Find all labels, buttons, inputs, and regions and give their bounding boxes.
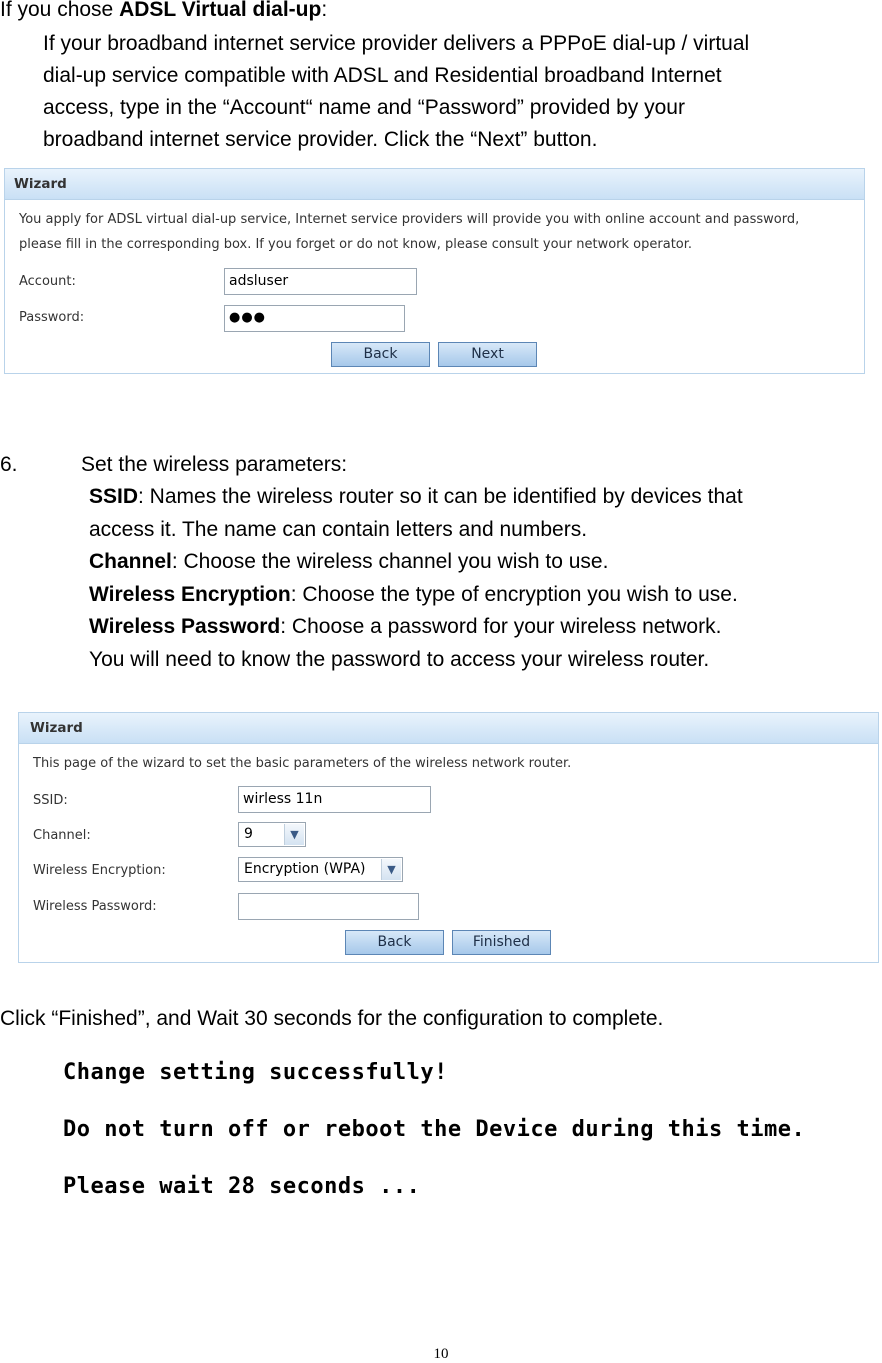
console-wait-message: Please wait 28 seconds ... <box>63 1174 421 1199</box>
channel-text: : Choose the wireless channel you wish to use. <box>171 550 609 573</box>
step-heading: Set the wireless parameters: <box>81 453 348 476</box>
account-field[interactable]: adsluser <box>224 268 417 295</box>
adsl-body-line: If your broadband internet service provider delivers a PPPoE dial-up / virtual <box>43 32 750 55</box>
chevron-down-icon[interactable]: ▼ <box>381 859 401 880</box>
wireless-password-label: Wireless Password: <box>33 899 157 914</box>
adsl-body-line: broadband internet service provider. Click the “Next” button. <box>43 128 598 151</box>
next-button[interactable]: Next <box>438 342 537 367</box>
wizard-description-line: please fill in the corresponding box. If you forget or do not know, please consult your network operator. <box>19 237 693 252</box>
channel-label: Channel: <box>33 828 91 843</box>
wizard-panel-adsl <box>4 168 865 374</box>
step-number: 6. <box>0 453 18 476</box>
adsl-intro-prefix: If you chose <box>0 0 120 21</box>
encryption-description <box>89 579 738 612</box>
console-success-message: Change setting successfully! <box>63 1060 448 1085</box>
wireless-password-term: Wireless Password <box>89 615 281 638</box>
encryption-select[interactable] <box>238 857 403 882</box>
wireless-password-field[interactable] <box>238 893 419 920</box>
channel-select[interactable] <box>238 822 306 847</box>
ssid-text: : Names the wireless router so it can be identified by devices that <box>138 485 743 508</box>
back-button[interactable]: Back <box>345 930 444 955</box>
console-warning-message: Do not turn off or reboot the Device during this time. <box>63 1117 806 1142</box>
encryption-term: Wireless Encryption <box>89 583 291 606</box>
back-button[interactable]: Back <box>331 342 430 367</box>
encryption-label: Wireless Encryption: <box>33 863 166 878</box>
adsl-intro <box>0 0 327 26</box>
finish-note: Click “Finished”, and Wait 30 seconds for the configuration to complete. <box>0 1007 664 1030</box>
wizard-title: Wizard <box>5 169 864 200</box>
wizard-panel-wireless <box>18 712 879 963</box>
wireless-password-description <box>89 611 721 644</box>
password-label: Password: <box>19 310 85 325</box>
adsl-intro-suffix: : <box>321 0 328 21</box>
wizard-description: This page of the wizard to set the basic parameters of the wireless network router. <box>33 756 572 771</box>
channel-description <box>89 546 608 579</box>
wireless-password-text: : Choose a password for your wireless network. <box>280 615 722 638</box>
finished-button[interactable]: Finished <box>452 930 551 955</box>
page-number: 10 <box>433 1346 449 1362</box>
encryption-text: : Choose the type of encryption you wish to use. <box>290 583 738 606</box>
wireless-password-text-continued: You will need to know the password to access your wireless router. <box>89 648 710 671</box>
wizard-title: Wizard <box>19 713 878 744</box>
account-label: Account: <box>19 274 76 289</box>
password-field[interactable]: ●●● <box>224 305 405 332</box>
ssid-field[interactable]: wirless 11n <box>238 786 431 813</box>
chevron-down-icon[interactable]: ▼ <box>284 824 304 845</box>
channel-term: Channel <box>89 550 172 573</box>
encryption-selected-value: Encryption (WPA) <box>244 861 366 877</box>
ssid-description <box>89 481 743 514</box>
channel-selected-value: 9 <box>244 826 253 842</box>
wizard-description-line: You apply for ADSL virtual dial-up service, Internet service providers will provide you with online account and password, <box>19 212 800 227</box>
adsl-intro-bold: ADSL Virtual dial-up <box>119 0 322 21</box>
ssid-label: SSID: <box>33 793 68 808</box>
adsl-body-line: access, type in the “Account“ name and “Password” provided by your <box>43 96 685 119</box>
ssid-term: SSID <box>89 485 139 508</box>
ssid-text-continued: access it. The name can contain letters and numbers. <box>89 518 588 541</box>
adsl-body-line: dial-up service compatible with ADSL and Residential broadband Internet <box>43 64 722 87</box>
